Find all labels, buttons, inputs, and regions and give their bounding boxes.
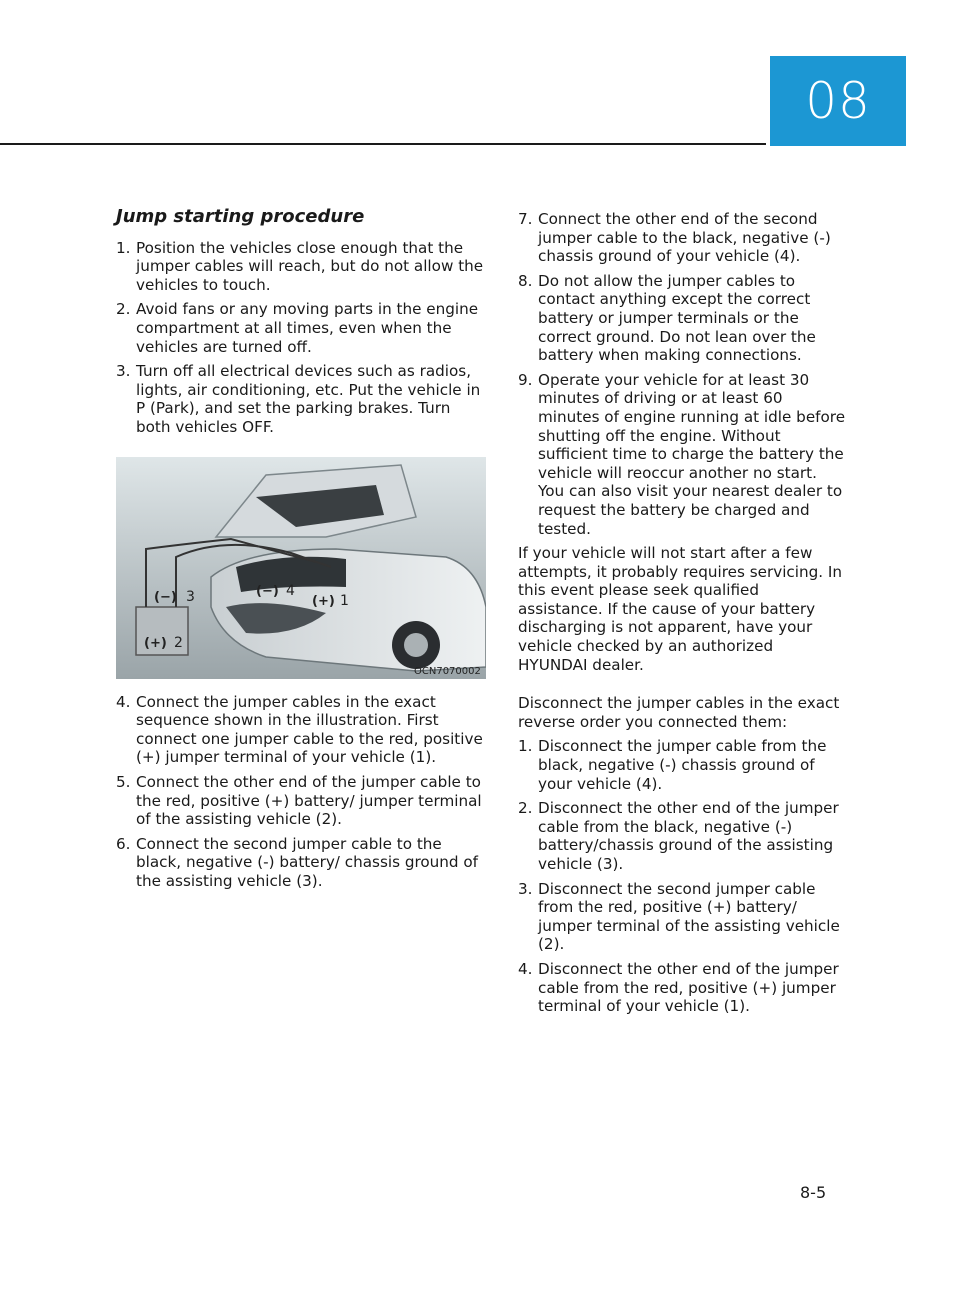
hub-shape <box>404 633 428 657</box>
step-text: Connect the other end of the jumper cable to the red, positive (+) battery/ jumper terminal of the assisting vehicle (2). <box>136 772 482 829</box>
list-item <box>518 210 846 266</box>
step-number: 6. <box>116 834 131 853</box>
step-text: Do not allow the jumper cables to contact anything except the correct battery or jumper terminals or the correct ground. Do not lean over the battery when making connections. <box>538 271 816 365</box>
figure-label-3-sign: (−) <box>154 589 177 605</box>
chapter-tab <box>770 56 906 146</box>
step-text: Position the vehicles close enough that the jumper cables will reach, but do not allow the vehicles to touch. <box>136 238 484 294</box>
disconnect-intro: Disconnect the jumper cables in the exact reverse order you connected them: <box>518 694 840 731</box>
list-item <box>116 362 488 436</box>
header-rule <box>0 143 766 145</box>
step-number: 1. <box>116 238 131 257</box>
list-item <box>518 371 846 538</box>
list-item <box>116 693 488 767</box>
figure-label-2-sign: (+) <box>144 635 167 651</box>
step-text: Disconnect the jumper cable from the black, negative (-) chassis ground of your vehicle (4). <box>538 737 827 793</box>
figure-label-1: 1 <box>340 592 349 609</box>
step-number: 9. <box>518 370 533 389</box>
figure-label-3: 3 <box>186 588 195 605</box>
step-text: Connect the second jumper cable to the black, negative (-) battery/ chassis ground of the assisting vehicle (3). <box>136 834 479 890</box>
figure-code: OCN7070002 <box>414 665 481 677</box>
steps-list-b <box>116 693 488 891</box>
step-number: 4. <box>116 692 131 711</box>
list-item <box>116 835 488 891</box>
step-text: Disconnect the other end of the jumper cable from the red, positive (+) jumper terminal of your vehicle (1). <box>538 959 839 1016</box>
step-text: Connect the other end of the second jumper cable to the black, negative (-) chassis ground of your vehicle (4). <box>538 210 831 266</box>
steps-list-c <box>518 210 846 538</box>
list-item <box>518 880 846 954</box>
steps-list-a <box>116 239 488 437</box>
left-column <box>116 208 488 896</box>
right-column <box>518 210 846 1022</box>
step-number: 7. <box>518 210 533 228</box>
step-number: 2. <box>518 799 533 818</box>
list-item <box>518 960 846 1016</box>
step-number: 2. <box>116 300 131 319</box>
list-item <box>518 272 846 365</box>
disconnect-steps-list <box>518 737 846 1015</box>
service-paragraph: If your vehicle will not start after a few attempts, it probably requires servicing. In this event please seek qualified assistance. If the cause of your battery discharging is not apparent, have your vehicle checked by an authorized HYUNDAI dealer. <box>518 544 843 674</box>
section-title: Jump starting procedure <box>116 206 365 227</box>
step-number: 1. <box>518 737 533 756</box>
step-number: 3. <box>518 879 533 898</box>
chapter-number: 08 <box>805 72 871 130</box>
list-item <box>518 737 846 793</box>
page-number: 8-5 <box>800 1183 827 1202</box>
list-item <box>116 773 488 829</box>
step-number: 4. <box>518 959 533 978</box>
figure-label-4: 4 <box>286 582 295 599</box>
step-text: Avoid fans or any moving parts in the engine compartment at all times, even when the vehicles are turned off. <box>136 300 479 356</box>
figure-label-4-sign: (−) <box>256 583 279 599</box>
illustration-svg <box>116 457 486 679</box>
list-item <box>116 239 488 295</box>
figure-label-2: 2 <box>174 634 183 651</box>
figure-label-1-sign: (+) <box>312 593 335 609</box>
step-text: Operate your vehicle for at least 30 minutes of driving or at least 60 minutes of engine running at idle before shutting off the engine. Without sufficient time to charge the battery the vehicle will reoccur another no start. You can also visit your nearest dealer to request the battery be charged and tested. <box>538 370 846 538</box>
list-item <box>518 799 846 873</box>
step-text: Turn off all electrical devices such as radios, lights, air conditioning, etc. Put the vehicle in P (Park), and set the parking brakes. Turn both vehicles OFF. <box>136 362 481 436</box>
step-number: 8. <box>518 271 533 290</box>
step-number: 3. <box>116 362 131 381</box>
step-text: Disconnect the second jumper cable from the red, positive (+) battery/ jumper terminal of the assisting vehicle (2). <box>538 879 840 954</box>
step-number: 5. <box>116 772 131 791</box>
jump-start-illustration <box>116 457 486 679</box>
step-text: Connect the jumper cables in the exact sequence shown in the illustration. First connect one jumper cable to the red, positive (+) jumper terminal of your vehicle (1). <box>136 692 483 767</box>
list-item <box>116 300 488 356</box>
step-text: Disconnect the other end of the jumper cable from the black, negative (-) battery/chassis ground of the assisting vehicle (3). <box>538 799 839 873</box>
